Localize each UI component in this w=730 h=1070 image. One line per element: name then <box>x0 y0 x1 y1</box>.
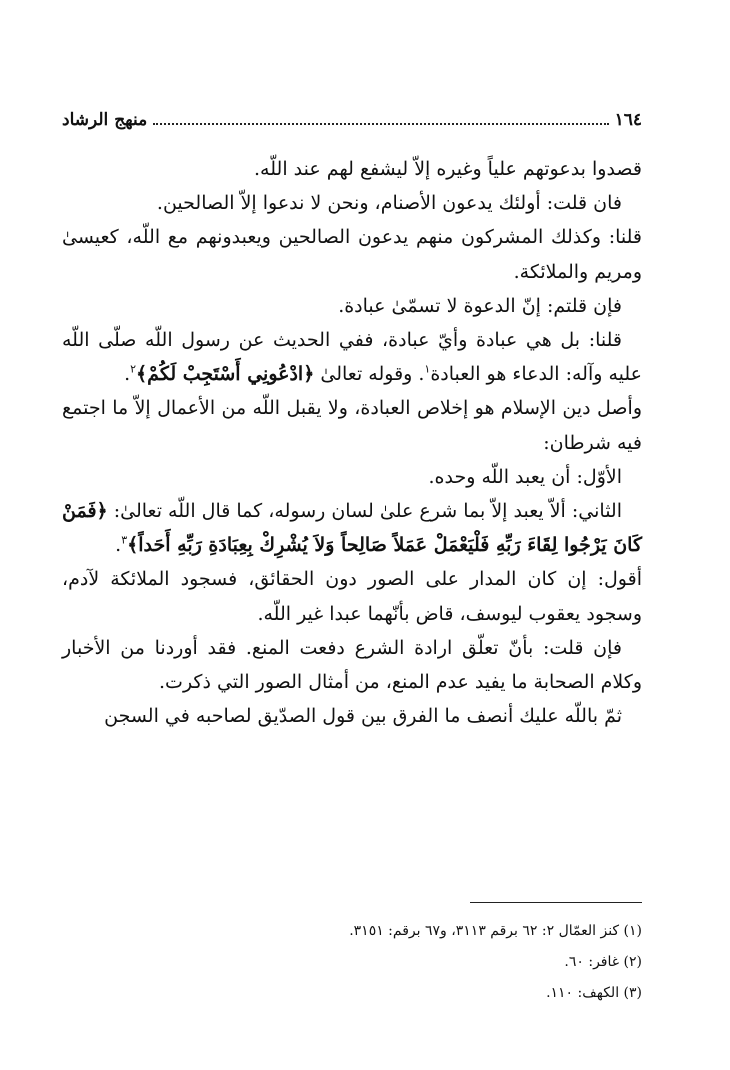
paragraph-8 <box>62 494 642 562</box>
paragraph-4: فإن قلتم: إنّ الدعوة لا تسمّىٰ عبادة. <box>338 294 622 317</box>
page-header <box>62 106 642 134</box>
quran-quote-2: ﴿فَمَنْ كَانَ يَرْجُوا لِقَاءَ رَبِّهِ فَلْيَعْمَلْ عَمَلاً صَالِحاً وَلاَ يُشْرِكْ بِعِبَادَةِ رَبِّهِ أَحَداً﴾ <box>62 500 642 557</box>
footnote-ref-3: ٣ <box>121 533 128 547</box>
paragraph-3: قلنا: وكذلك المشركون منهم يدعون الصالحين ويعبدونهم مع اللّه، كعيسىٰ ومريم والملائكة. <box>62 226 642 283</box>
footnote-separator <box>470 902 642 903</box>
paragraph-2: فان قلت: أولئك يدعون الأصنام، ونحن لا ندعوا إلاّ الصالحين. <box>156 192 622 215</box>
paragraph-8-text: الثاني: ألاّ يعبد إلاّ بما شرع علىٰ لسان رسوله، كما قال اللّه تعالىٰ: <box>113 500 622 523</box>
paragraph-5-text: قلنا: بل هي عبادة وأيّ عبادة، ففي الحديث عن رسول اللّه صلّى اللّه عليه وآله: الدعاء هو العبادة <box>62 329 642 386</box>
footnote-2: (٢) غافر: ٦٠. <box>564 954 642 970</box>
paragraph-8-end: . <box>115 534 122 557</box>
paragraph-10: فإن قلت: بأنّ تعلّق ارادة الشرع دفعت المنع. فقد أوردنا من الأخبار وكلام الصحابة ما يفيد عدم المنع، من أمثال الصور التي ذكرت. <box>62 636 642 694</box>
footnote-ref-1: ١ <box>424 362 431 376</box>
body-text <box>62 152 642 733</box>
header-dotted-leader <box>153 123 608 125</box>
paragraph-7: الأوّل: أن يعبد اللّه وحده. <box>428 465 622 488</box>
paragraph-6: وأصل دين الإسلام هو إخلاص العبادة، ولا يقبل اللّه من الأعمال إلاّ ما اجتمع فيه شرطان: <box>62 397 642 454</box>
page-number: ١٦٤ <box>614 110 642 130</box>
footnote-3: (٣) الكهف: ١١٠. <box>546 985 642 1001</box>
quran-quote-1: ﴿ادْعُونِي أَسْتَجِبْ لَكُمْ﴾ <box>136 363 315 386</box>
footnote-ref-2: ٢ <box>130 362 137 376</box>
paragraph-11: ثمّ باللّه عليك أنصف ما الفرق بين قول الصدّيق لصاحبه في السجن <box>104 705 622 728</box>
footnotes <box>62 916 642 1009</box>
paragraph-9: أقول: إن كان المدار على الصور دون الحقائق، فسجود الملائكة لآدم، وسجود يعقوب ليوسف، قاض بأنّهما عبدا غير اللّه. <box>62 568 642 625</box>
paragraph-5 <box>62 323 642 391</box>
paragraph-5-end: . <box>124 363 131 386</box>
paragraph-1: قصدوا بدعوتهم علياً وغيره إلاّ ليشفع لهم عند اللّه. <box>254 158 642 180</box>
running-title: منهج الرشاد <box>62 110 148 130</box>
footnote-1: (١) كنز العمّال ٢: ٦٢ برقم ٣١١٣، و٦٧ برقم: ٣١٥١. <box>349 923 642 939</box>
paragraph-5-text-2: . وقوله تعالىٰ <box>314 363 425 386</box>
